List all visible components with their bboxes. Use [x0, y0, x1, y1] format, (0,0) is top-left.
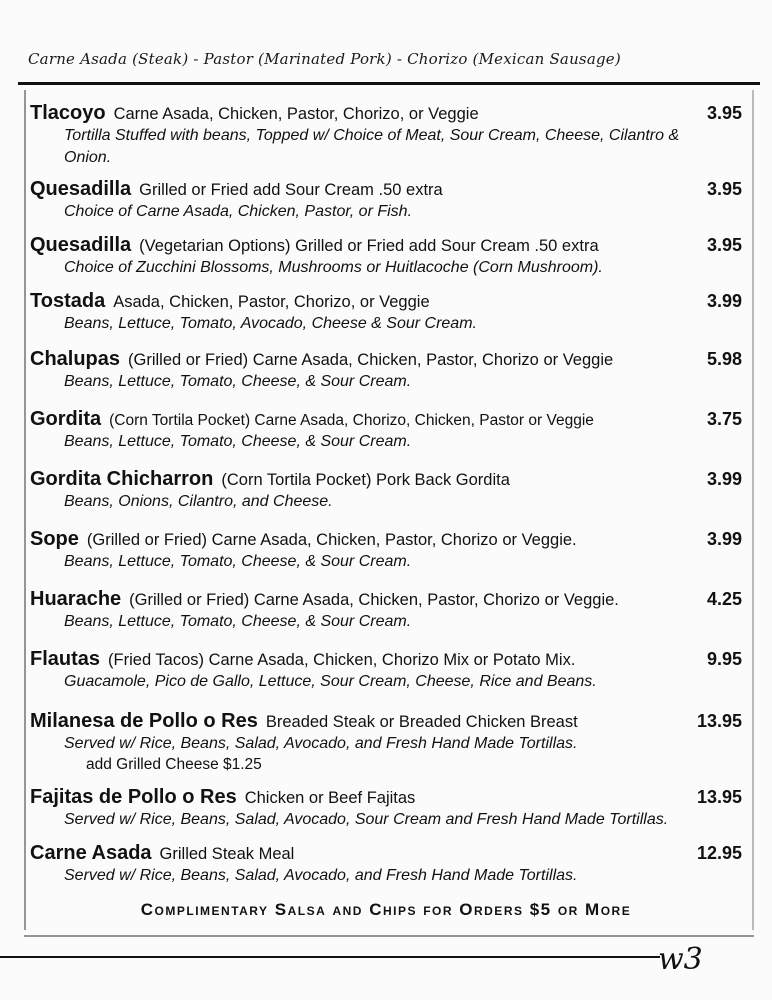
item-description: Beans, Lettuce, Tomato, Avocado, Cheese & Sour Cream.: [64, 315, 477, 332]
menu-item-gordita: [30, 408, 742, 468]
right-border: [752, 90, 754, 930]
item-note: Breaded Steak or Breaded Chicken Breast: [265, 713, 578, 731]
item-note: Asada, Chicken, Pastor, Chorizo, or Veggie: [113, 293, 430, 311]
item-price: 3.95: [706, 235, 742, 255]
item-price: 12.95: [696, 843, 742, 863]
item-price: 3.99: [706, 529, 742, 549]
item-price: 13.95: [696, 711, 742, 731]
item-name: Tlacoyo: [30, 102, 106, 124]
complimentary-notice: Complimentary Salsa and Chips for Orders $5 or More: [140, 900, 632, 919]
item-description: Guacamole, Pico de Gallo, Lettuce, Sour Cream, Cheese, Rice and Beans.: [64, 673, 597, 690]
menu-item-flautas: [30, 648, 742, 710]
bottom-border: [24, 935, 754, 937]
item-description: Beans, Lettuce, Tomato, Cheese, & Sour Cream.: [64, 613, 412, 630]
item-note: (Fried Tacos) Carne Asada, Chicken, Chorizo Mix or Potato Mix.: [108, 651, 576, 669]
item-price: 3.95: [706, 103, 742, 123]
item-name: Sope: [30, 528, 79, 550]
item-description: Served w/ Rice, Beans, Salad, Avocado, and Fresh Hand Made Tortillas.: [64, 735, 578, 752]
item-name: Milanesa de Pollo o Res: [30, 710, 258, 732]
item-name: Tostada: [30, 290, 106, 312]
page-mark: w3: [658, 942, 703, 977]
item-description: Beans, Lettuce, Tomato, Cheese, & Sour Cream.: [64, 553, 412, 570]
item-note: (Grilled or Fried) Carne Asada, Chicken, Pastor, Chorizo or Veggie.: [86, 531, 577, 549]
menu-item-gordita-chicharron: [30, 468, 742, 528]
menu-list: [30, 102, 742, 898]
item-description: Tortilla Stuffed with beans, Topped w/ Choice of Meat, Sour Cream, Cheese, Cilantro & Onion.: [64, 127, 680, 166]
item-note: Carne Asada, Chicken, Pastor, Chorizo, or Veggie: [113, 105, 479, 123]
item-note: (Corn Tortila Pocket) Pork Back Gordita: [221, 471, 510, 489]
menu-item-chalupas: [30, 348, 742, 408]
item-note: (Grilled or Fried) Carne Asada, Chicken, Pastor, Chorizo or Veggie.: [129, 591, 619, 609]
item-price: 9.95: [706, 649, 742, 669]
item-name: Flautas: [30, 648, 101, 670]
item-name: Huarache: [30, 588, 122, 610]
item-price: 13.95: [696, 787, 742, 807]
item-name: Carne Asada: [30, 842, 152, 864]
item-note: (Corn Tortila Pocket) Carne Asada, Chorizo, Chicken, Pastor or Veggie: [109, 412, 594, 429]
item-description: Beans, Lettuce, Tomato, Cheese, & Sour Cream.: [64, 433, 412, 450]
item-name: Quesadilla: [30, 234, 132, 256]
item-name: Chalupas: [30, 348, 121, 370]
menu-item-quesadilla-vegetarian: [30, 234, 742, 290]
item-note: Grilled or Fried add Sour Cream .50 extra: [139, 181, 443, 199]
meat-legend: Carne Asada (Steak) - Pastor (Marinated Pork) - Chorizo (Mexican Sausage): [28, 50, 621, 68]
item-price: 3.75: [706, 409, 742, 429]
item-addon: add Grilled Cheese $1.25: [86, 756, 262, 773]
menu-item-tlacoyo: [30, 102, 742, 178]
item-note: (Grilled or Fried) Carne Asada, Chicken, Pastor, Chorizo or Veggie: [128, 351, 614, 369]
item-price: 3.95: [706, 179, 742, 199]
item-price: 4.25: [706, 589, 742, 609]
page-bottom-line: [0, 956, 660, 958]
item-description: Beans, Lettuce, Tomato, Cheese, & Sour Cream.: [64, 373, 412, 390]
item-description: Choice of Zucchini Blossoms, Mushrooms or Huitlacoche (Corn Mushroom).: [64, 259, 603, 276]
item-description: Choice of Carne Asada, Chicken, Pastor, or Fish.: [64, 203, 413, 220]
menu-item-sope: [30, 528, 742, 588]
left-border: [24, 90, 26, 930]
item-note: Grilled Steak Meal: [159, 845, 295, 863]
item-price: 5.98: [706, 349, 742, 369]
item-description: Served w/ Rice, Beans, Salad, Avocado, and Fresh Hand Made Tortillas.: [64, 867, 578, 884]
menu-item-quesadilla: [30, 178, 742, 234]
item-name: Fajitas de Pollo o Res: [30, 786, 237, 808]
menu-item-huarache: [30, 588, 742, 648]
item-name: Gordita Chicharron: [30, 468, 214, 490]
item-name: Gordita: [30, 408, 102, 430]
menu-item-milanesa: [30, 710, 742, 786]
item-description: Beans, Onions, Cilantro, and Cheese.: [64, 493, 333, 510]
top-rule: [18, 82, 760, 85]
menu-item-tostada: [30, 290, 742, 348]
item-name: Quesadilla: [30, 178, 132, 200]
item-price: 3.99: [706, 291, 742, 311]
item-price: 3.99: [706, 469, 742, 489]
item-note: (Vegetarian Options) Grilled or Fried add Sour Cream .50 extra: [139, 237, 599, 255]
menu-item-carne-asada: [30, 842, 742, 898]
menu-item-fajitas: [30, 786, 742, 842]
item-note: Chicken or Beef Fajitas: [244, 789, 416, 807]
item-description: Served w/ Rice, Beans, Salad, Avocado, Sour Cream and Fresh Hand Made Tortillas.: [64, 811, 669, 828]
